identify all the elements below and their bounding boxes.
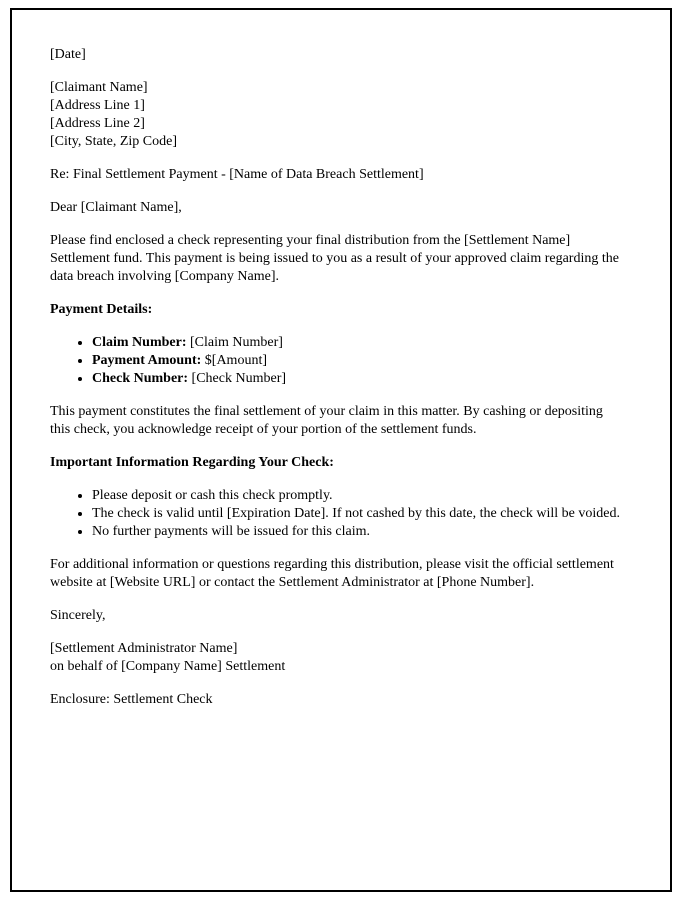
- enclosure-note: Enclosure: Settlement Check: [50, 692, 213, 707]
- recipient-address-line-2: [Address Line 2]: [50, 116, 145, 131]
- paragraph-additional-info: For additional information or questions regarding this distribution, please visit the official settlement website at [Website URL] or contact the Settlement Administrator at [Phone Number].: [50, 557, 614, 590]
- paragraph-final-settlement: This payment constitutes the final settlement of your claim in this matter. By cashing or depositing this check, you acknowledge receipt of your portion of the settlement funds.: [50, 404, 603, 437]
- payment-detail-check-number: [92, 370, 626, 388]
- payment-detail-value: [Claim Number]: [190, 335, 283, 350]
- payment-detail-payment-amount: [92, 352, 626, 370]
- important-item-deposit-promptly: • Please deposit or cash this check promptly.: [92, 487, 626, 505]
- payment-detail-label: Payment Amount:: [92, 353, 202, 368]
- recipient-address-block: [50, 79, 626, 151]
- payment-details-heading: Payment Details:: [50, 302, 153, 317]
- subject-line: Re: Final Settlement Payment - [Name of Data Breach Settlement]: [50, 167, 424, 182]
- important-item-expiration: • The check is valid until [Expiration Date]. If not cashed by this date, the check will be voided.: [92, 505, 626, 523]
- payment-detail-label: Check Number:: [92, 371, 189, 386]
- payment-detail-label: Claim Number:: [92, 335, 187, 350]
- signature-name: [Settlement Administrator Name]: [50, 641, 238, 656]
- important-information-heading: Important Information Regarding Your Check:: [50, 455, 334, 470]
- payment-detail-value: $[Amount]: [204, 353, 267, 368]
- letter-document: [10, 8, 672, 892]
- important-item-no-further-payments: • No further payments will be issued for this claim.: [92, 523, 626, 541]
- paragraph-intro: Please find enclosed a check representing your final distribution from the [Settlement Name] Settlement fund. This payment is being issued to you as a result of your approved claim regarding the data breach involving [Company Name].: [50, 233, 619, 284]
- salutation: Dear [Claimant Name],: [50, 200, 182, 215]
- recipient-city-state-zip: [City, State, Zip Code]: [50, 134, 178, 149]
- recipient-name: [Claimant Name]: [50, 80, 148, 95]
- signature-block: [50, 640, 626, 676]
- recipient-address-line-1: [Address Line 1]: [50, 98, 145, 113]
- payment-details-list: [50, 334, 626, 388]
- letter-date: [Date]: [50, 47, 86, 62]
- payment-detail-value: [Check Number]: [191, 371, 287, 386]
- payment-detail-claim-number: [92, 334, 626, 352]
- signature-org: on behalf of [Company Name] Settlement: [50, 659, 286, 674]
- important-information-list: [50, 487, 626, 541]
- closing: Sincerely,: [50, 608, 106, 623]
